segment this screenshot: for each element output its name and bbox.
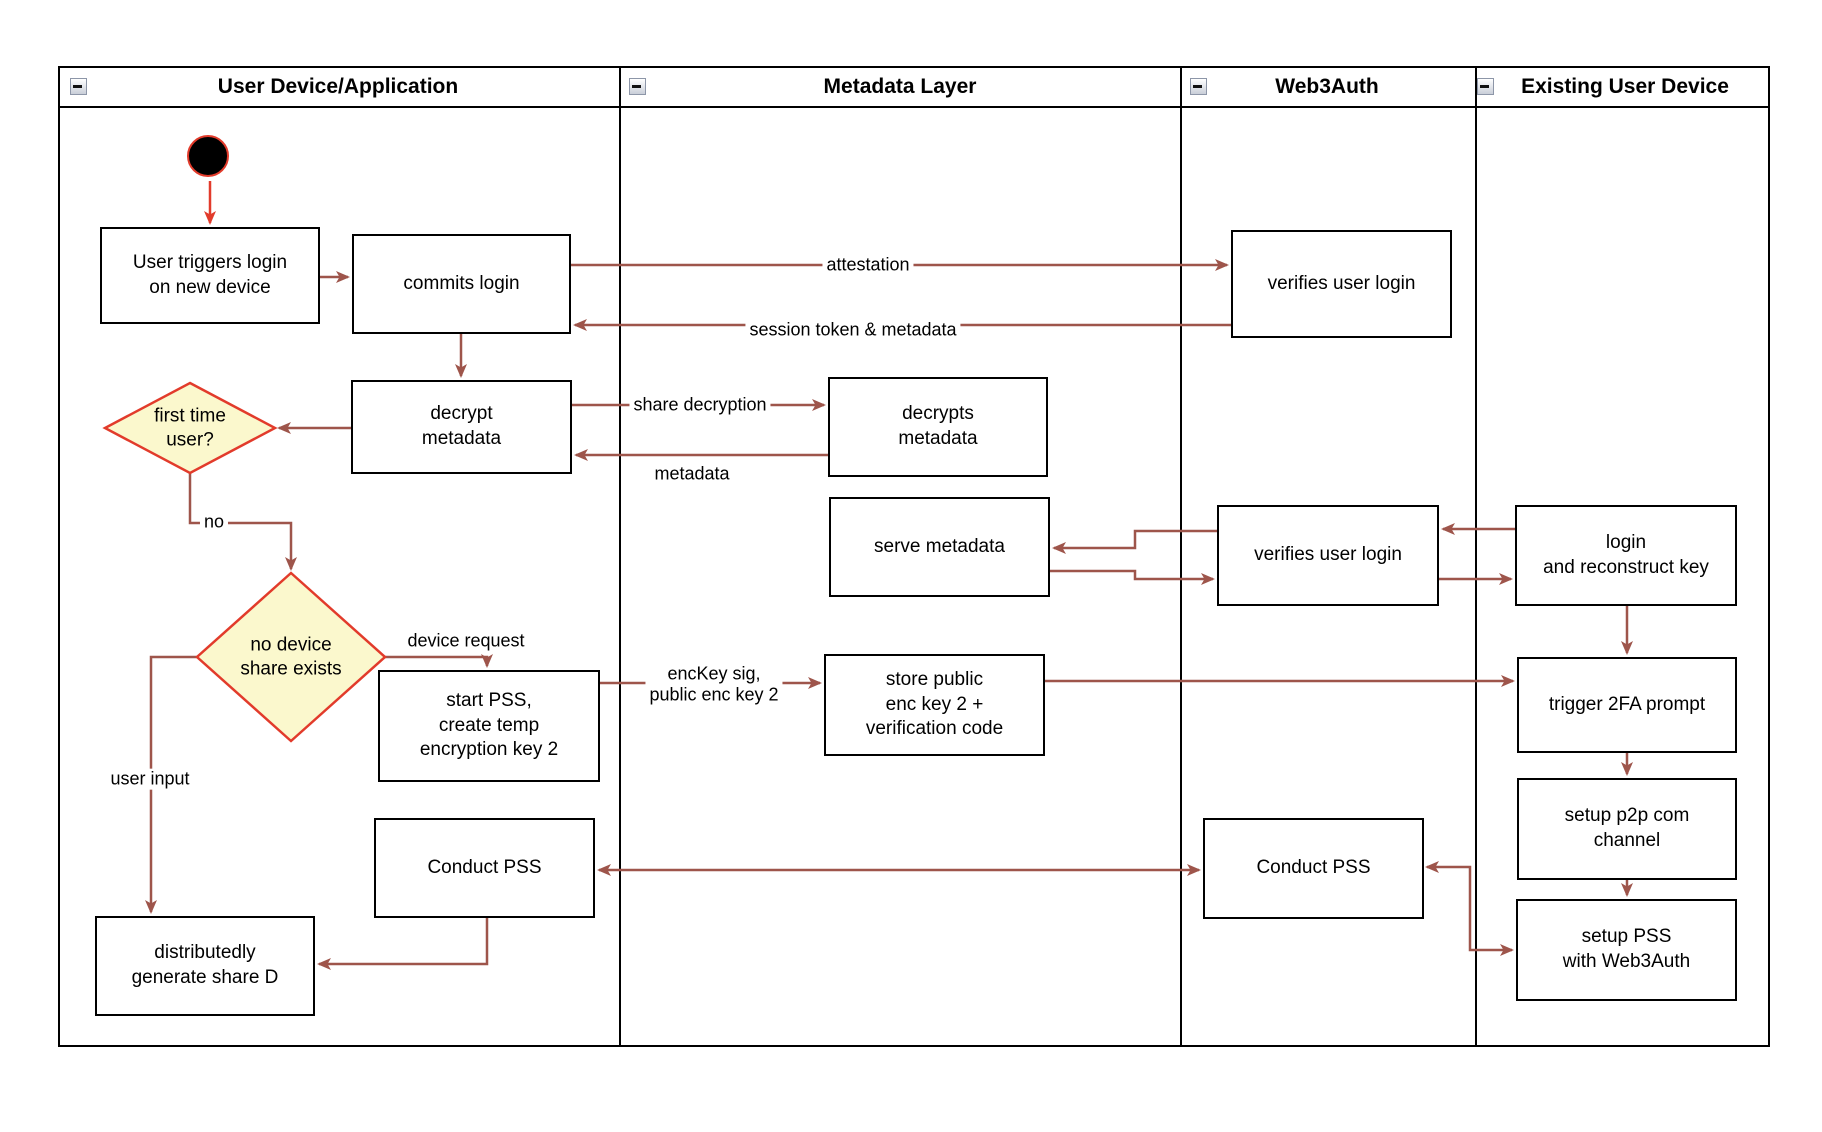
node-store-public-enc-key: store public enc key 2 + verification code [824,654,1045,756]
edge-label-enckey-sig: encKey sig, public enc key 2 [645,663,782,704]
node-decrypt-metadata: decrypt metadata [351,380,572,474]
lane-title-web3auth: Web3Auth [1275,75,1379,98]
decision-label-first-time-user: first time user? [154,405,226,450]
edge-label-no: no [200,512,228,533]
initial-state-node [187,135,229,177]
node-serve-metadata: serve metadata [829,497,1050,597]
edge-label-device-request: device request [407,630,525,651]
edge-label-session-token: session token & metadata [745,320,960,341]
edge-conduct-to-generate [319,918,487,964]
collapse-icon-lane-1[interactable] [70,78,87,95]
node-verifies-user-login-2: verifies user login [1217,505,1439,606]
node-decrypts-metadata: decrypts metadata [828,377,1048,477]
node-trigger-2fa: trigger 2FA prompt [1517,657,1737,753]
decision-label-no-device-share: no device share exists [240,634,342,679]
node-start-pss: start PSS, create temp encryption key 2 [378,670,600,782]
edge-setup-pss-conduct [1427,867,1512,950]
edge-verifies-to-serve [1054,531,1217,548]
node-conduct-pss-web3auth: Conduct PSS [1203,818,1424,919]
node-commits-login: commits login [352,234,571,334]
collapse-icon-lane-3[interactable] [1190,78,1207,95]
lane-title-existing-device: Existing User Device [1521,75,1729,98]
node-conduct-pss-user: Conduct PSS [374,818,595,918]
edge-label-share-decryption: share decryption [629,395,770,416]
edge-label-metadata: metadata [650,464,733,485]
node-generate-share-d: distributedly generate share D [95,916,315,1016]
node-setup-pss-web3auth: setup PSS with Web3Auth [1516,899,1737,1001]
collapse-icon-lane-2[interactable] [629,78,646,95]
lane-title-metadata-layer: Metadata Layer [823,75,977,98]
collapse-icon-lane-4[interactable] [1477,78,1494,95]
node-user-triggers-login: User triggers login on new device [100,227,320,324]
edge-label-user-input: user input [106,769,193,790]
lane-title-user-device: User Device/Application [217,75,459,98]
node-login-reconstruct-key: login and reconstruct key [1515,505,1737,606]
edge-label-attestation: attestation [822,255,913,276]
edge-device-request [385,657,487,666]
edge-serve-to-verifies [1050,571,1213,579]
node-verifies-user-login-1: verifies user login [1231,230,1452,338]
node-setup-p2p-channel: setup p2p com channel [1517,778,1737,880]
